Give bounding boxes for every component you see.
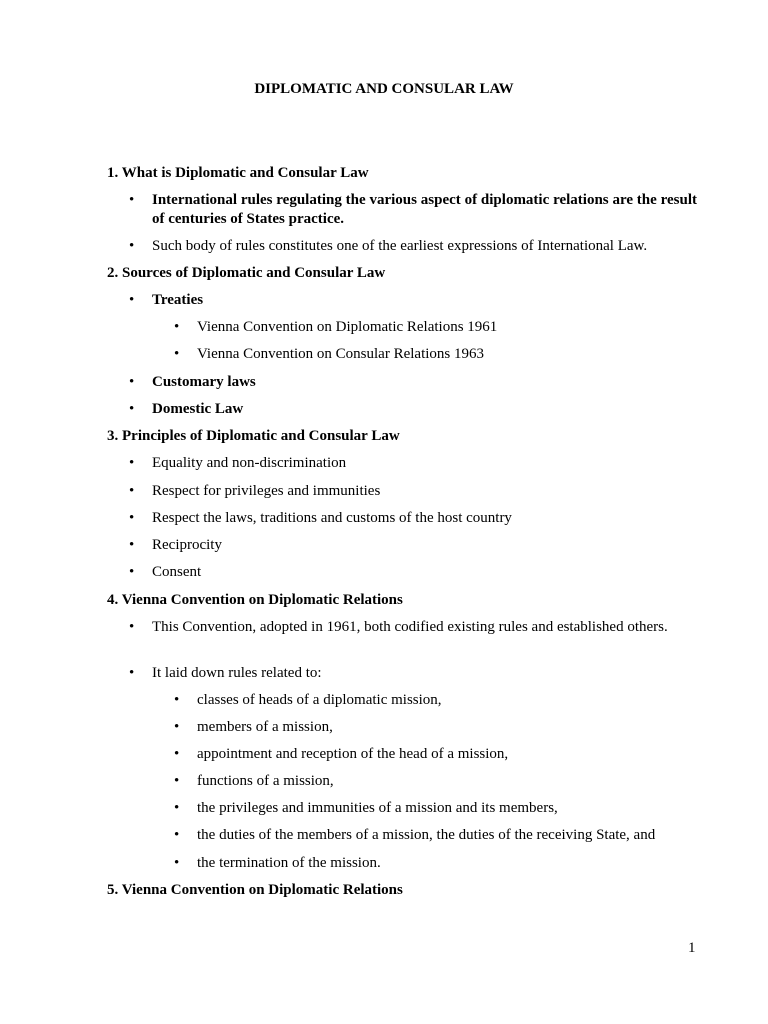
bullet-icon: • <box>129 401 135 417</box>
section-heading: 3. Principles of Diplomatic and Consular Law <box>107 428 400 444</box>
list-item-text: classes of heads of a diplomatic mission, <box>197 692 442 708</box>
section-heading: 1. What is Diplomatic and Consular Law <box>107 165 369 181</box>
bullet-icon: • <box>174 719 180 735</box>
bullet-icon: • <box>174 692 180 708</box>
section-heading: 2. Sources of Diplomatic and Consular Law <box>107 265 386 281</box>
bullet-icon: • <box>174 746 180 762</box>
section-3 <box>107 427 707 446</box>
list-item-text: Respect for privileges and immunities <box>152 483 381 499</box>
bullet-icon: • <box>129 455 135 471</box>
page-title: DIPLOMATIC AND CONSULAR LAW <box>254 81 514 97</box>
list-item-text: International rules regulating the various aspect of diplomatic relations are the result of centuries of States practice. <box>152 192 697 227</box>
section-heading: 5. Vienna Convention on Diplomatic Relations <box>107 882 403 898</box>
bullet-icon: • <box>129 292 135 308</box>
list-item-text: the duties of the members of a mission, the duties of the receiving State, and <box>197 827 656 843</box>
bullet-icon: • <box>174 827 180 843</box>
bullet-icon: • <box>129 238 135 254</box>
list-item-text: It laid down rules related to: <box>152 665 322 681</box>
bullet-icon: • <box>129 374 135 390</box>
list-item-text: the privileges and immunities of a mission and its members, <box>197 800 558 816</box>
list-item-text: appointment and reception of the head of a mission, <box>197 746 509 762</box>
list-item-text: Respect the laws, traditions and customs of the host country <box>152 510 512 526</box>
list-item-text: Vienna Convention on Diplomatic Relations 1961 <box>197 319 498 335</box>
list-item-text: Domestic Law <box>152 401 244 417</box>
bullet-icon: • <box>174 346 180 362</box>
section-1 <box>107 164 707 183</box>
list-item-text: Reciprocity <box>152 537 222 553</box>
bullet-icon: • <box>129 564 135 580</box>
section-heading: 4. Vienna Convention on Diplomatic Relations <box>107 592 403 608</box>
section-4 <box>107 591 707 610</box>
list-item-text: Vienna Convention on Consular Relations 1963 <box>197 346 484 362</box>
page-number: 1 <box>688 940 696 956</box>
bullet-icon: • <box>129 483 135 499</box>
section-5 <box>107 881 707 900</box>
list-item-text: the termination of the mission. <box>197 855 381 871</box>
bullet-icon: • <box>129 510 135 526</box>
list-item-text: Customary laws <box>152 374 256 390</box>
list-item-text: Equality and non-discrimination <box>152 455 347 471</box>
bullet-icon: • <box>129 537 135 553</box>
bullet-icon: • <box>129 665 135 681</box>
bullet-icon: • <box>129 192 135 208</box>
list-item-text: Consent <box>152 564 202 580</box>
bullet-icon: • <box>174 773 180 789</box>
list-item-text: functions of a mission, <box>197 773 334 789</box>
list-item-text: Such body of rules constitutes one of the earliest expressions of International Law. <box>152 238 648 254</box>
list-item-text: Treaties <box>152 292 204 308</box>
bullet-icon: • <box>174 319 180 335</box>
bullet-icon: • <box>174 800 180 816</box>
bullet-icon: • <box>174 855 180 871</box>
bullet-icon: • <box>129 619 135 635</box>
list-item-text: This Convention, adopted in 1961, both codified existing rules and established others. <box>152 619 668 635</box>
section-2 <box>107 264 707 283</box>
list-item-text: members of a mission, <box>197 719 333 735</box>
